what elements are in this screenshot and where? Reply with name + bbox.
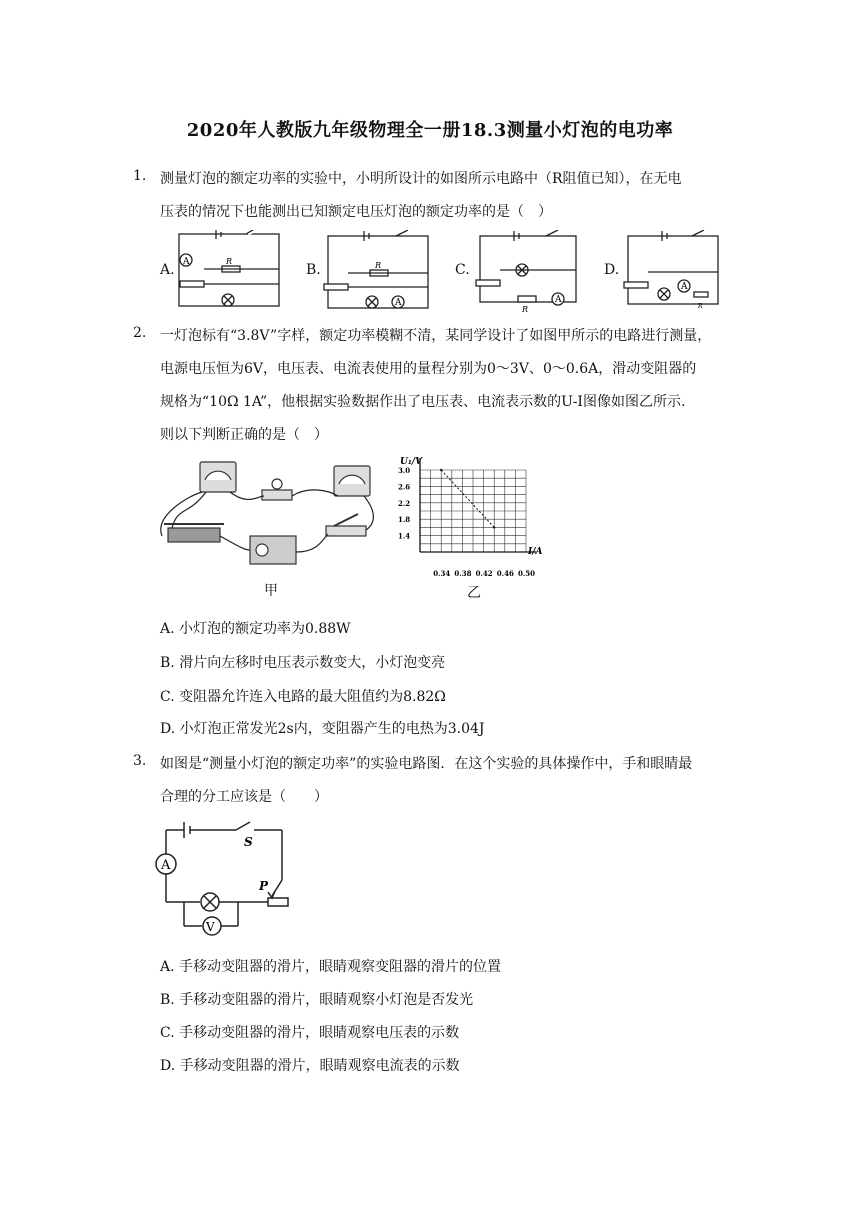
question-1-number: 1. — [133, 168, 147, 184]
circuit-a-ammeter-label: A — [183, 257, 190, 267]
question-3-option-c: C. 手移动变阻器的滑片，眼睛观察电压表的示数 — [160, 1025, 460, 1041]
circuit-d-figure — [622, 230, 722, 312]
choice-c-label: C. — [455, 262, 470, 278]
circuit-a-resistor-label: R — [226, 257, 233, 266]
question-2-line-1: 一灯泡标有“3.8V”字样，额定功率模糊不清，某同学设计了如图甲所示的电路进行测量， — [160, 328, 712, 344]
y-tick-label: 3.0 — [398, 466, 411, 475]
chart-grid — [420, 470, 526, 552]
circuit-a-figure — [176, 230, 284, 312]
circuit-b-ammeter-label: A — [395, 298, 402, 308]
y-tick-label: 2.6 — [398, 482, 411, 492]
choice-a-label: A. — [160, 262, 175, 278]
question-3-option-d: D. 手移动变阻器的滑片，眼睛观察电流表的示数 — [160, 1058, 460, 1074]
circuit-d-resistor-label: R — [698, 303, 703, 310]
series-line — [441, 470, 494, 527]
ui-graph — [394, 456, 542, 580]
y-axis-label: U₁/V — [400, 457, 423, 467]
q3-voltmeter-label: V — [206, 920, 215, 934]
circuit-c-resistor-label: R — [522, 305, 529, 314]
question-2-option-b: B. 滑片向左移时电压表示数变大，小灯泡变亮 — [160, 655, 446, 671]
question-3-line-2: 合理的分工应该是（ ） — [160, 789, 328, 805]
y-tick-label: 2.2 — [398, 498, 411, 508]
circuit-c-ammeter-label: A — [555, 295, 562, 305]
question-2-option-c: C. 变阻器允许连入电路的最大阻值约为8.82Ω — [160, 689, 446, 705]
question-2-option-d: D. 小灯泡正常发光2s内，变阻器产生的电热为3.04J — [160, 721, 485, 737]
circuit-b-resistor-label: R — [375, 261, 382, 270]
x-tick-label: 0.50 — [518, 569, 536, 578]
question-2-line-2: 电源电压恒为6V，电压表、电流表使用的量程分别为0～3V、0～0.6A，滑动变阻器的 — [160, 361, 697, 377]
circuit-d-ammeter-label: A — [681, 282, 688, 292]
choice-b-label: B. — [306, 262, 321, 278]
caption-yi: 乙 — [467, 585, 481, 601]
question-3-circuit-figure — [154, 818, 294, 940]
data-point — [440, 469, 442, 471]
q3-switch-label: S — [244, 835, 253, 849]
caption-jia: 甲 — [264, 583, 278, 599]
page-title: 2020年人教版九年级物理全一册18.3测量小灯泡的电功率 — [186, 120, 674, 141]
question-2-line-3: 规格为“10Ω 1A”，他根据实验数据作出了电压表、电流表示数的U-I图像如图乙所示. — [160, 394, 686, 410]
q3-slider-label: P — [259, 879, 269, 893]
x-tick-label: 0.38 — [454, 569, 472, 578]
question-3-line-1: 如图是“测量小灯泡的额定功率”的实验电路图．在这个实验的具体操作中，手和眼睛最 — [160, 756, 693, 772]
x-tick-label: 0.46 — [496, 569, 514, 578]
question-2-option-a: A. 小灯泡的额定功率为0.88W — [160, 621, 351, 637]
question-3-option-a: A. 手移动变阻器的滑片，眼睛观察变阻器的滑片的位置 — [160, 959, 502, 975]
question-3-option-b: B. 手移动变阻器的滑片，眼睛观察小灯泡是否发光 — [160, 992, 474, 1008]
x-axis-label: I/A — [528, 547, 542, 557]
circuit-b-figure — [322, 230, 434, 312]
question-1-line-2: 压表的情况下也能测出已知额定电压灯泡的额定功率的是（ ） — [160, 204, 552, 220]
circuit-c-figure — [472, 230, 580, 314]
question-2-line-4: 则以下判断正确的是（ ） — [160, 427, 328, 443]
question-3-number: 3. — [133, 753, 147, 769]
question-2-number: 2. — [133, 325, 147, 341]
data-point — [493, 526, 495, 528]
x-tick-label: 0.34 — [433, 569, 451, 578]
y-tick-label: 1.4 — [398, 531, 411, 541]
apparatus-figure — [158, 456, 380, 576]
choice-d-label: D. — [604, 262, 620, 278]
y-tick-label: 1.8 — [398, 515, 411, 525]
q3-ammeter-label: A — [161, 858, 171, 873]
x-tick-label: 0.42 — [475, 569, 493, 578]
question-1-line-1: 测量灯泡的额定功率的实验中，小明所设计的如图所示电路中（R阻值已知），在无电 — [160, 171, 682, 187]
